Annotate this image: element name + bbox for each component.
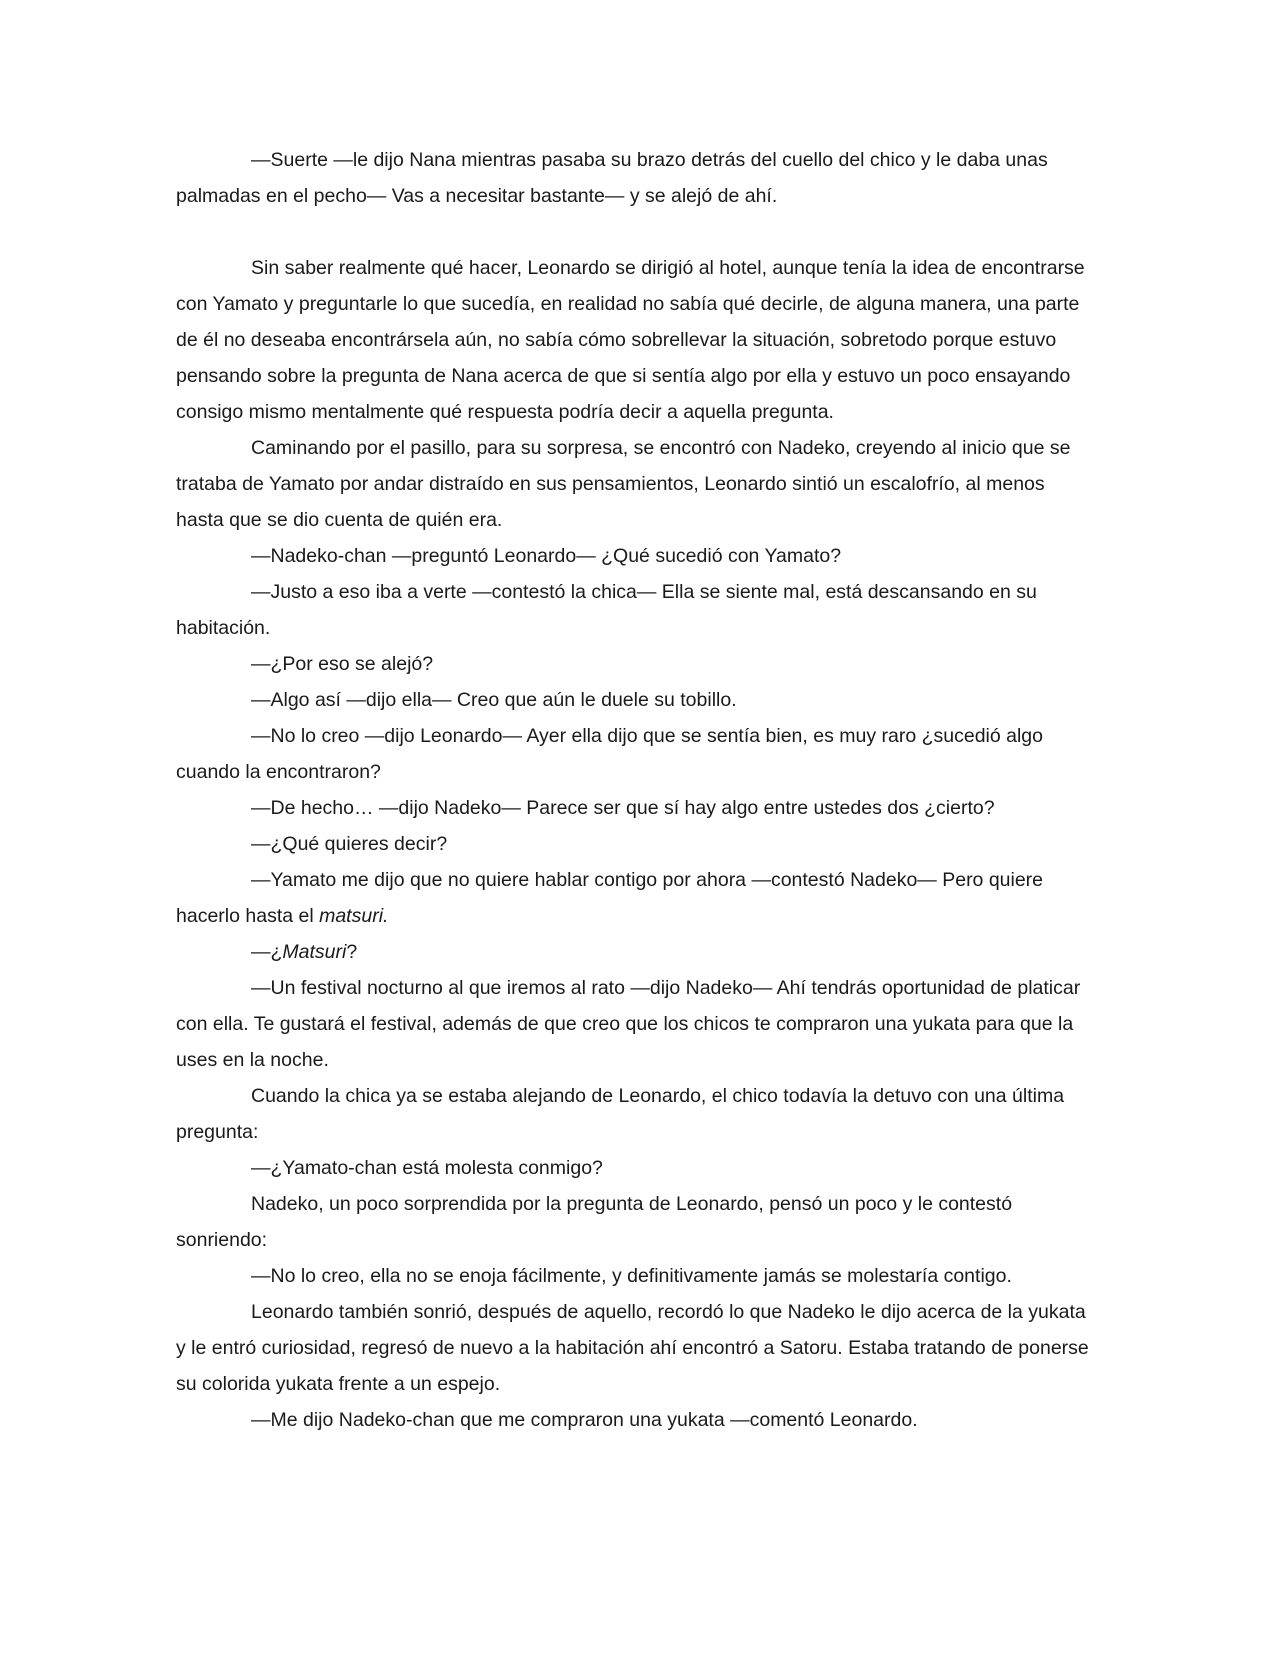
text-segment: —¿ — [251, 941, 283, 963]
dialogue-line: —¿Qué quieres decir? — [251, 833, 448, 855]
document-body — [176, 142, 1096, 1438]
dialogue-line: —Algo así —dijo ella— Creo que aún le duele su tobillo. — [251, 689, 737, 711]
dialogue-line: —Nadeko-chan —preguntó Leonardo— ¿Qué sucedió con Yamato? — [251, 545, 842, 567]
dialogue-line: —Justo a eso iba a verte —contestó la chica— Ella se siente mal, está descansando en su habitación. — [176, 581, 1037, 639]
dialogue-line — [176, 934, 1096, 970]
paragraph: Caminando por el pasillo, para su sorpresa, se encontró con Nadeko, creyendo al inicio que se trataba de Yamato por andar distraído en sus pensamientos, Leonardo sintió un escalofrío, al menos hasta que se dio cuenta de quién era. — [176, 437, 1071, 531]
paragraph: Leonardo también sonrió, después de aquello, recordó lo que Nadeko le dijo acerca de la yukata y le entró curiosidad, regresó de nuevo a la habitación ahí encontró a Satoru. Estaba tratando de ponerse su colorida yukata frente a un espejo. — [176, 1301, 1089, 1395]
italic-term: Matsuri — [282, 941, 347, 963]
dialogue-line — [176, 862, 1096, 934]
paragraph: Sin saber realmente qué hacer, Leonardo se dirigió al hotel, aunque tenía la idea de encontrarse con Yamato y preguntarle lo que sucedía, en realidad no sabía qué decirle, de alguna manera, una parte de él no deseaba encontrársela aún, no sabía cómo sobrellevar la situación, sobretodo porque estuvo pensando sobre la pregunta de Nana acerca de que si sentía algo por ella y estuvo un poco ensayando consigo mismo mentalmente qué respuesta podría decir a aquella pregunta. — [176, 257, 1085, 423]
paragraph: Cuando la chica ya se estaba alejando de Leonardo, el chico todavía la detuvo con una última pregunta: — [176, 1085, 1065, 1143]
dialogue-line: —¿Por eso se alejó? — [251, 653, 434, 675]
italic-term: matsuri. — [319, 905, 389, 927]
dialogue-line: —No lo creo —dijo Leonardo— Ayer ella dijo que se sentía bien, es muy raro ¿sucedió algo cuando la encontraron? — [176, 725, 1043, 783]
paragraph: Nadeko, un poco sorprendida por la pregunta de Leonardo, pensó un poco y le contestó sonriendo: — [176, 1193, 1013, 1251]
dialogue-line: —No lo creo, ella no se enoja fácilmente, y definitivamente jamás se molestaría contigo. — [251, 1265, 1012, 1287]
text-segment: ? — [346, 941, 358, 963]
dialogue-line: —¿Yamato-chan está molesta conmigo? — [251, 1157, 603, 1179]
dialogue-line: —Me dijo Nadeko-chan que me compraron una yukata —comentó Leonardo. — [251, 1409, 918, 1431]
paragraph: —Suerte —le dijo Nana mientras pasaba su brazo detrás del cuello del chico y le daba unas palmadas en el pecho— Vas a necesitar bastante— y se alejó de ahí. — [176, 149, 1048, 207]
dialogue-line: —Un festival nocturno al que iremos al rato —dijo Nadeko— Ahí tendrás oportunidad de platicar con ella. Te gustará el festival, además de que creo que los chicos te compraron una yukata para que la uses en la noche. — [176, 977, 1081, 1071]
dialogue-line: —De hecho… —dijo Nadeko— Parece ser que sí hay algo entre ustedes dos ¿cierto? — [251, 797, 995, 819]
text-segment: —Yamato me dijo que no quiere hablar contigo por ahora —contestó Nadeko— Pero quiere hacerlo hasta el — [176, 869, 1044, 927]
